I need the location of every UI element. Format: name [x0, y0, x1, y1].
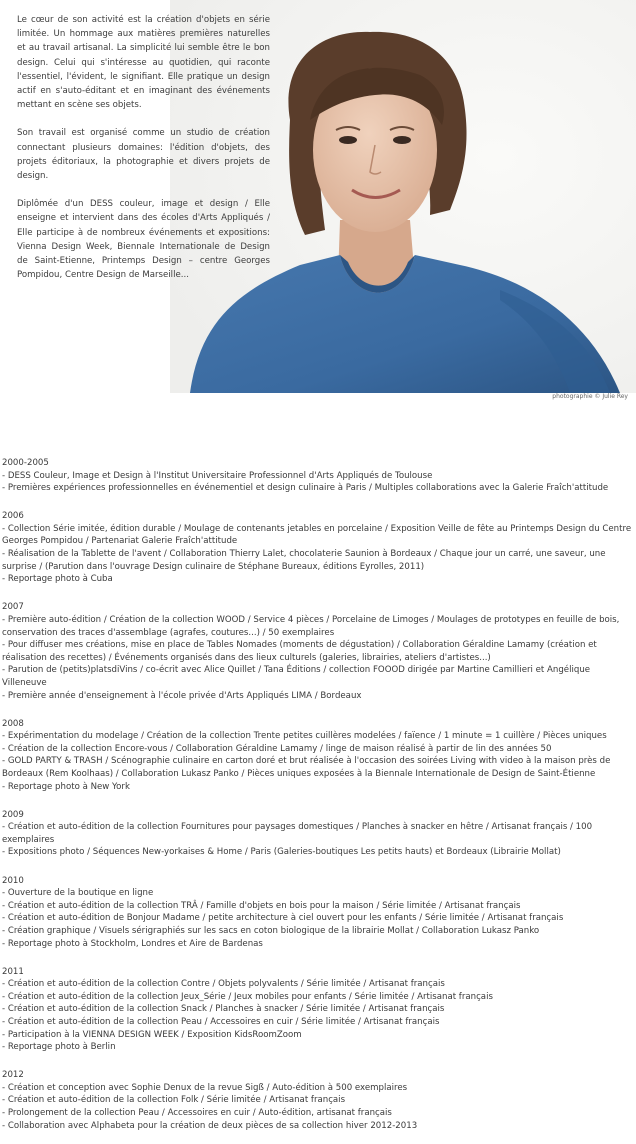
intro-paragraph-1: Le cœur de son activité est la création d'objets en série limitée. Un hommage aux matières premières naturelles et au travail artisanal. La simplicité lui semble être le bon design. Celui qui s'intéresse au quotidien, qui raconte l'essentiel, l'évident, le signifiant. Elle pratique un design actif en s'auto-éditant et en imaginant des événements mettant en scène ses objets. [17, 15, 270, 111]
timeline-item: - Reportage photo à Berlin [2, 1042, 116, 1053]
year-heading: 2007 [2, 602, 24, 613]
timeline-item: - Création et auto-édition de la collection Contre / Objets polyvalents / Série limitée / Artisanat français [2, 979, 445, 990]
timeline-item: - GOLD PARTY & TRASH / Scénographie culinaire en carton doré et brut réalisée à l'occasion des soirées Living with video à la maison près de Bordeaux (Rem Koolhaas) / Collaboration Lukasz Panko / Pièces uniques exposées à la Biennale Internationale de Design de Saint-Étienne [2, 756, 611, 779]
intro-paragraph-2: Son travail est organisé comme un studio de création connectant plusieurs domaines: l'édition d'objets, des projets éditoriaux, la photographie et divers projets de design. [17, 128, 270, 182]
year-heading: 2009 [2, 809, 24, 820]
timeline-item: - Participation à la VIENNA DESIGN WEEK / Exposition KidsRoomZoom [2, 1029, 302, 1040]
intro-text [17, 13, 270, 296]
timeline-item: - Collection Série imitée, édition durable / Moulage de contenants jetables en porcelaine / Exposition Veille de fête au Printemps Design du Centre Georges Pompidou / Partenariat Galerie Fraîch'attitude [2, 523, 632, 547]
timeline-item: - Réalisation de la Tablette de l'avent / Collaboration Thierry Lalet, chocolaterie Saunion à Bordeaux / Chaque jour un carré, une saveur, une surprise / (Parution dans l'ouvrage Design culinaire de Stéphane Bureaux, éditions Eyrolles, 2011) [2, 549, 606, 572]
timeline-item: - DESS Couleur, Image et Design à l'Institut Universitaire Professionnel d'Arts Appliqués de Toulouse [2, 470, 433, 481]
year-heading: 2011 [2, 966, 24, 977]
year-heading: 2008 [2, 718, 24, 729]
timeline-item: - Prolongement de la collection Peau / Accessoires en cuir / Auto-édition, artisanat français [2, 1108, 392, 1119]
timeline-item: - Création et auto-édition de la collection Snack / Planches à snacker / Série limitée / Artisanat français [2, 1004, 445, 1015]
timeline-item: - Création de la collection Encore-vous / Collaboration Géraldine Lamamy / linge de maison réalisé à partir de lin des années 50 [2, 743, 552, 754]
timeline-item: - Reportage photo à Stockholm, Londres et Aire de Bardenas [2, 938, 263, 949]
timeline-item: - Création et auto-édition de la collection TRÂ / Famille d'objets en bois pour la maison / Série limitée / Artisanat français [2, 900, 521, 911]
timeline-item: - Premières expériences professionnelles en événementiel et design culinaire à Paris / Multiples collaborations avec la Galerie Fraîch'attitude [2, 483, 609, 494]
timeline-item: - Première auto-édition / Création de la collection WOOD / Service 4 pièces / Porcelaine de Limoges / Moulages de prototypes en feuille de bois, conservation des traces d'assemblage (agrafes, coutures...) / 50 exemplaires [2, 614, 620, 638]
intro-paragraph-3: Diplômée d'un DESS couleur, image et design / Elle enseigne et intervient dans des écoles d'Arts Appliqués / Elle participe à de nombreux événements et expositions: Vienna Design Week, Biennale Internationale de Design de Saint-Etienne, Printemps Design – centre Georges Pompidou, Centre Design de Marseille... [17, 199, 270, 281]
year-block-2008 [2, 718, 634, 794]
timeline-item: - Expérimentation du modelage / Création de la collection Trente petites cuillères modelées / faïence / 1 minute = 1 cuillère / Pièces uniques [2, 731, 607, 742]
photo-credit: photographie © Julie Rey [552, 393, 628, 400]
timeline-item: - Expositions photo / Séquences New-yorkaises & Home / Paris (Galeries-boutiques Les petits hauts) et Bordeaux (Librairie Mollat) [2, 847, 561, 858]
year-block-2009 [2, 809, 634, 859]
timeline-item: - Collaboration avec Alphabeta pour la création de deux pièces de sa collection hiver 2012-2013 [2, 1120, 418, 1131]
year-heading: 2010 [2, 875, 24, 886]
timeline-item: - Création et auto-édition de la collection Fournitures pour paysages domestiques / Planches à snacker en hêtre / Artisanat français / 100 exemplaires [2, 822, 593, 845]
year-block-2007 [2, 601, 634, 702]
year-block-2006 [2, 510, 634, 586]
timeline-item: - Création et auto-édition de Bonjour Madame / petite architecture à ciel ouvert pour les enfants / Série limitée / Artisanat français [2, 913, 564, 924]
timeline-item: - Reportage photo à New York [2, 781, 130, 792]
hero-section [0, 0, 636, 405]
timeline-item: - Ouverture de la boutique en ligne [2, 888, 154, 899]
timeline-item: - Première année d'enseignement à l'école privée d'Arts Appliqués LIMA / Bordeaux [2, 690, 362, 701]
year-block-2012 [2, 1069, 634, 1132]
timeline-item: - Reportage photo à Cuba [2, 574, 113, 585]
year-heading: 2000-2005 [2, 458, 49, 468]
year-block-2010 [2, 875, 634, 951]
year-heading: 2006 [2, 511, 24, 522]
year-block-2011 [2, 966, 634, 1054]
timeline-item: - Création et auto-édition de la collection Peau / Accessoires en cuir / Série limitée / Artisanat français [2, 1016, 440, 1027]
timeline [2, 457, 634, 1144]
year-block-2000-2005 [2, 457, 634, 495]
timeline-item: - Parution de (petits)platsdiVins / co-écrit avec Alice Quillet / Tana Éditions / collection FOOOD dirigée par Martine Camillieri et Angélique Villeneuve [2, 665, 591, 688]
timeline-item: - Création et auto-édition de la collection Jeux_Série / Jeux mobiles pour enfants / Série limitée / Artisanat français [2, 991, 493, 1002]
year-heading: 2012 [2, 1070, 24, 1081]
timeline-item: - Pour diffuser mes créations, mise en place de Tables Nomades (moments de dégustation) / Collaboration Géraldine Lamamy (création et réalisation des recettes) / Événements organisés dans des lieux culturels (galeries, librairies, ateliers d'artistes...) [2, 640, 597, 663]
timeline-item: - Création et auto-édition de la collection Folk / Série limitée / Artisanat français [2, 1095, 346, 1106]
timeline-item: - Création graphique / Visuels sérigraphiés sur les sacs en coton biologique de la librairie Mollat / Collaboration Lukasz Panko [2, 925, 540, 936]
timeline-item: - Création et conception avec Sophie Denux de la revue Sigß / Auto-édition à 500 exemplaires [2, 1082, 408, 1093]
